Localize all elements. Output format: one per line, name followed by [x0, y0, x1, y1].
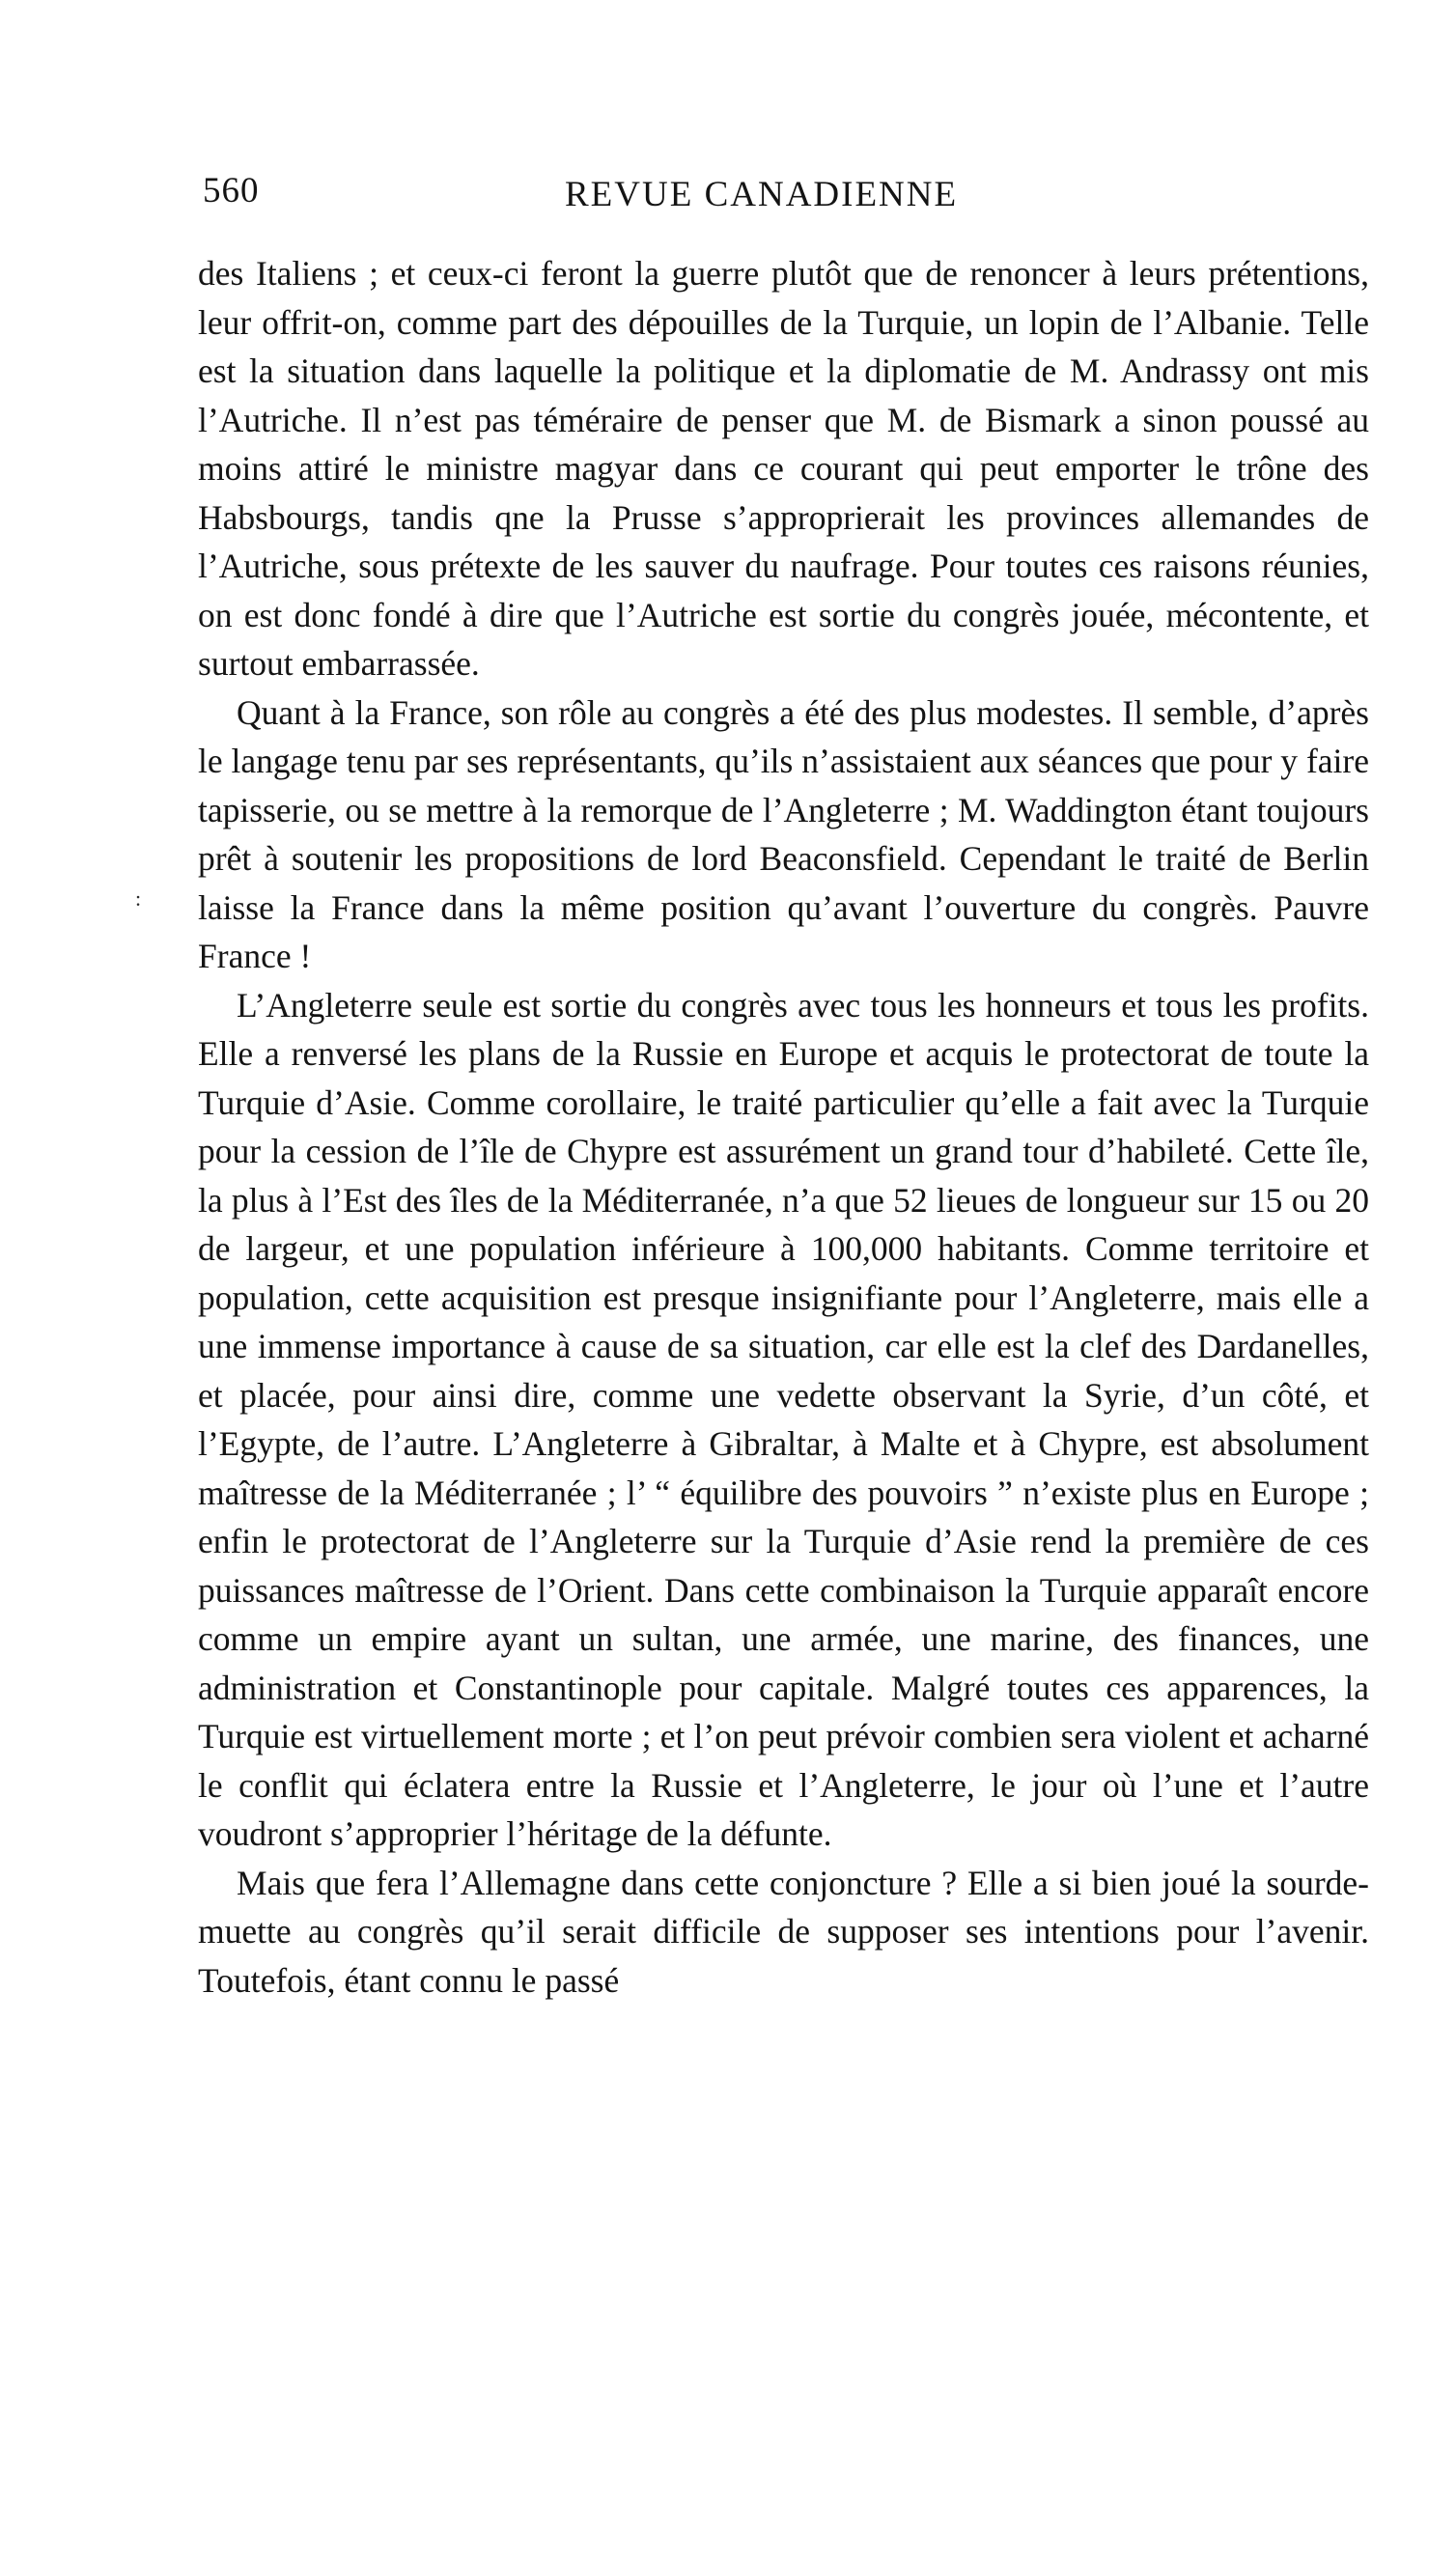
- running-title: REVUE CANADIENNE: [565, 175, 959, 214]
- paragraph-3: L’Angleterre seule est sortie du congrès avec tous les honneurs et tous les profits. Elle a renversé les plans de la Russie en Europe et acquis le protectorat de toute la Turquie d’Asie. Comme corollaire, le traité particulier qu’elle a fait avec la Turquie pour la cession de l’île de Chypre est assurément un grand tour d’habileté. Cette île, la plus à l’Est des îles de la Méditerranée, n’a que 52 lieues de longueur sur 15 ou 20 de largeur, et une population inférieure à 100,000 habitants. Comme territoire et population, cette acquisition est presque insignifiante pour l’Angleterre, mais elle a une immense importance à cause de sa situation, car elle est la clef des Dardanelles, et placée, pour ainsi dire, comme une vedette observant la Syrie, d’un côté, et l’Egypte, de l’autre. L’Angleterre à Gibraltar, à Malte et à Chypre, est absolument maîtresse de la Méditerranée ; l’ “ équilibre des pouvoirs ” n’existe plus en Europe ; enfin le protectorat de l’Angleterre sur la Turquie d’Asie rend la première de ces puissances maîtresse de l’Orient. Dans cette combinaison la Turquie apparaît encore comme un empire ayant un sultan, une armée, une marine, des finances, une administration et Constantinople pour capitale. Malgré toutes ces apparences, la Turquie est virtuellement morte ; et l’on peut prévoir combien sera violent et acharné le conflit qui éclatera entre la Russie et l’Angleterre, le jour où l’une et l’autre voudront s’approprier l’héritage de la défunte.: [198, 985, 1369, 1853]
- margin-mark: :: [135, 886, 142, 911]
- paragraph-1: des Italiens ; et ceux-ci feront la guerre plutôt que de renoncer à leurs prétentions, leur offrit-on, comme part des dépouilles de la Turquie, un lopin de l’Albanie. Telle est la situation dans laquelle la politique et la diplomatie de M. Andrassy ont mis l’Autriche. Il n’est pas téméraire de penser que M. de Bismark a sinon poussé au moins attiré le ministre magyar dans ce courant qui peut emporter le trône des Habsbourgs, tandis qne la Prusse s’approprierait les provinces allemandes de l’Autriche, sous prétexte de les sauver du naufrage. Pour toutes ces raisons réunies, on est donc fondé à dire que l’Autriche est sortie du congrès jouée, mécontente, et surtout embarrassée.: [198, 254, 1369, 683]
- paragraph-2: Quant à la France, son rôle au congrès a été des plus modestes. Il semble, d’après le langage tenu par ses représentants, qu’ils n’assistaient aux séances que pour y faire tapisserie, ou se mettre à la remorque de l’Angleterre ; M. Waddington étant toujours prêt à soutenir les propositions de lord Beaconsfield. Cependant le traité de Berlin laisse la France dans la même position qu’avant l’ouverture du congrès. Pauvre France !: [198, 692, 1369, 975]
- paragraph-4: Mais que fera l’Allemagne dans cette conjoncture ? Elle a si bien joué la sourde-muette au congrès qu’il serait difficile de supposer ses intentions pour l’avenir. Toutefois, étant connu le passé: [198, 1863, 1369, 2000]
- page-number: 560: [203, 171, 260, 211]
- running-head: [203, 162, 1361, 220]
- body-text: [198, 249, 1369, 2005]
